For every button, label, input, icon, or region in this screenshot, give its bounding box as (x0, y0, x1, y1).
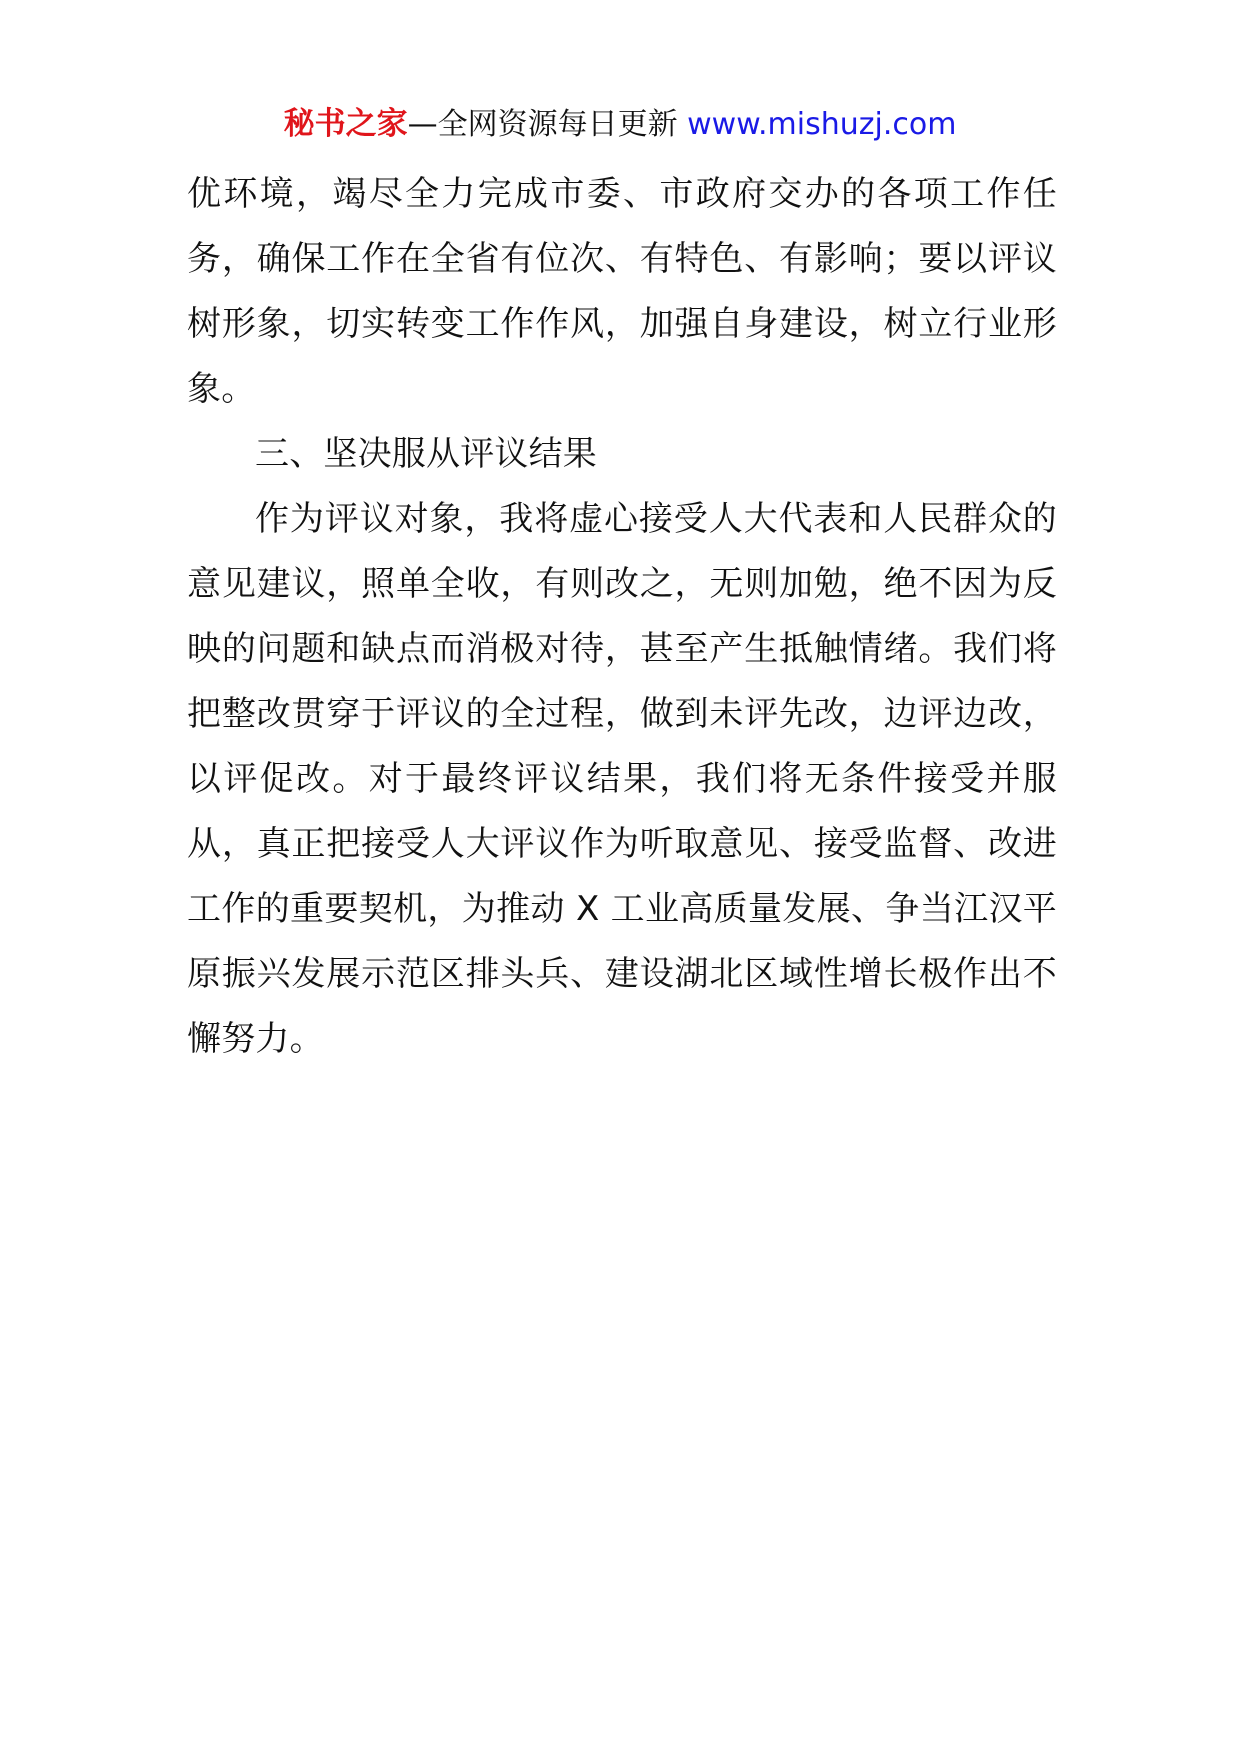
brand-name: 秘书之家 (283, 106, 408, 142)
site-url-link[interactable]: www.mishuzj.com (687, 107, 957, 142)
page-header (0, 102, 1240, 147)
paragraph-body: 作为评议对象，我将虚心接受人大代表和人民群众的意见建议，照单全收，有则改之，无则加勉，绝不因为反映的问题和缺点而消极对待，甚至产生抵触情绪。我们将把整改贯穿于评议的全过程，做到未评先改，边评边改，以评促改。对于最终评议结果，我们将无条件接受并服从，真正把接受人大评议作为听取意见、接受监督、改进工作的重要契机，为推动 X 工业高质量发展、争当江汉平原振兴发展示范区排头兵、建设湖北区域性增长极作出不懈努力。 (187, 499, 1057, 1059)
document-body (187, 162, 1057, 1072)
paragraph-continuation: 优环境，竭尽全力完成市委、市政府交办的各项工作任务，确保工作在全省有位次、有特色、有影响；要以评议树形象，切实转变工作作风，加强自身建设，树立行业形象。 (187, 174, 1057, 409)
section-heading: 三、坚决服从评议结果 (255, 434, 597, 474)
header-slogan: —全网资源每日更新 (407, 107, 678, 142)
